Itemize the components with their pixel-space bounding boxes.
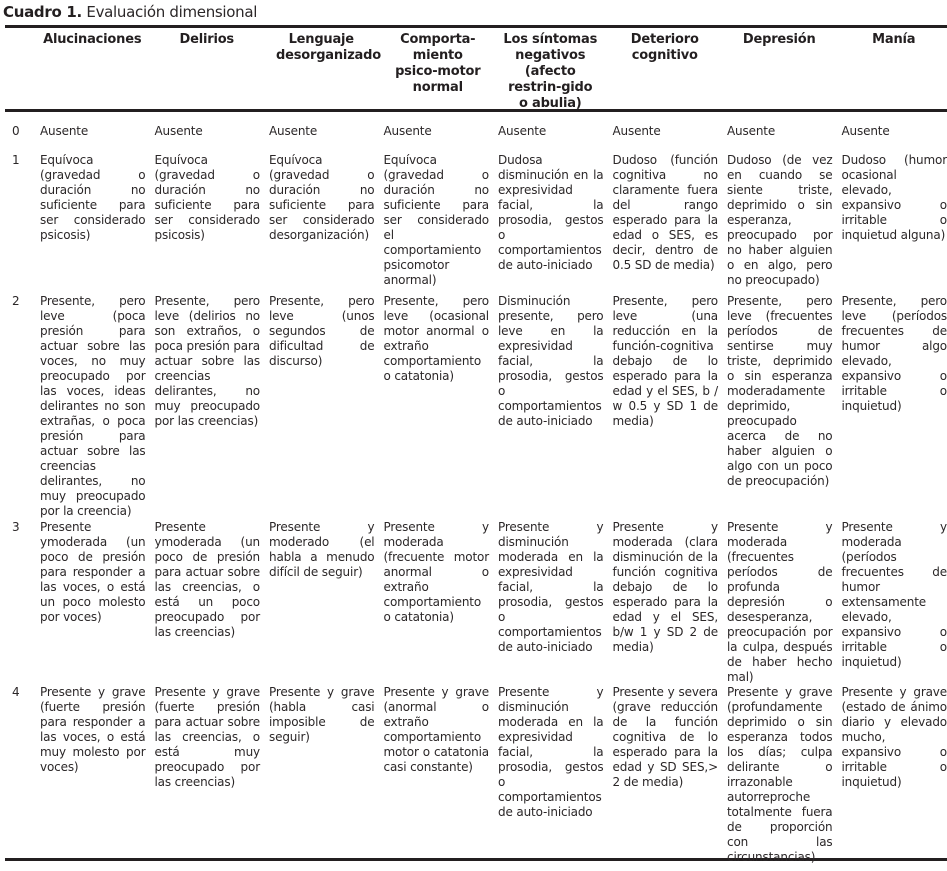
table-cell: Presente, pero leve (períodos frecuentes de humor algo elevado, expansivo o irritable o inquietud) (837, 294, 947, 520)
table-cell: Presente, pero leve (una reducción en la función-cognitiva debajo de lo esperado para la edad y el SES, b / w 0.5 y SD 1 de media) (608, 294, 723, 520)
column-header-mania: Manía (837, 28, 947, 112)
table-cell: Ausente (379, 116, 494, 144)
table-cell: Ausente (264, 116, 379, 144)
table-row (5, 144, 947, 294)
dimensional-assessment-table (5, 28, 947, 871)
table-row (5, 294, 947, 520)
table-cell: Presente y grave (fuerte presión para responder a las voces, o está muy molesto por voces) (35, 685, 150, 871)
column-header-delirios: Delirios (150, 28, 265, 112)
table-cell: Presente y moderado (el habla a menudo difícil de seguir) (264, 520, 379, 685)
table-cell: Presente y moderada (frecuente motor anormal o extraño comportamiento o catatonia) (379, 520, 494, 685)
level-cell: 0 (5, 116, 35, 144)
table-cell: Ausente (608, 116, 723, 144)
table-cell: Presente y moderada (clara disminución de la función cognitiva debajo de lo esperado para la edad y el SES, b/w 1 y SD 2 de media) (608, 520, 723, 685)
table-cell: Presente, pero leve (unos segundos de dificultad de discurso) (264, 294, 379, 520)
column-header-level (5, 28, 35, 112)
table-row (5, 520, 947, 685)
caption-label: Cuadro 1. (3, 3, 82, 21)
table-cell: Ausente (722, 116, 837, 144)
table-cell: Presente y moderada (frecuentes períodos de profunda depresión o desesperanza, preocupación por la culpa, después de haber hecho mal) (722, 520, 837, 685)
table-cell: Presente y disminución moderada en la expresividad facial, la prosodia, gestos o comportamientos de auto-iniciado (493, 520, 608, 685)
table-cell: Presente y grave (profundamente deprimido o sin esperanza todos los días; culpa delirante o irrazonable autorreproche totalmente fuera de proporción con las circunstancias) (722, 685, 837, 871)
table-cell: Presente y grave (habla casi imposible de seguir) (264, 685, 379, 871)
table-cell: Equívoca (gravedad o duración no suficiente para ser considerado psicosis) (35, 144, 150, 294)
table-cell: Presente y grave (estado de ánimo diario y elevado mucho, expansivo o irritable o inquietud) (837, 685, 947, 871)
column-header-lenguaje: Lenguaje desorganizado (264, 28, 379, 112)
table-cell: Dudoso (humor ocasional elevado, expansivo o irritable o inquietud alguna) (837, 144, 947, 294)
table-cell: Presente y grave (fuerte presión para actuar sobre las creencias, o está muy preocupado por las creencias) (150, 685, 265, 871)
table-cell: Presente, pero leve (delirios no son extraños, o poca presión para actuar sobre las creencias delirantes, no muy preocupado por las creencias) (150, 294, 265, 520)
table-cell: Presente, pero leve (poca presión para actuar sobre las voces, no muy preocupado por las voces, ideas delirantes no son extrañas, o poca presión para actuar sobre las creencias delirantes, no muy preocupado por la creencia) (35, 294, 150, 520)
table-cell: Ausente (493, 116, 608, 144)
table-caption (3, 2, 257, 22)
column-header-alucinaciones: Alucinaciones (35, 28, 150, 112)
table-cell: Presente ymoderada (un poco de presión para responder a las voces, o está un poco molesto por voces) (35, 520, 150, 685)
table-header (5, 28, 947, 112)
table-cell: Presente, pero leve (frecuentes períodos de sentirse muy triste, deprimido o sin esperanza moderadamente deprimido, preocupado acerca de no haber alguien o algo con un poco de preocupación) (722, 294, 837, 520)
table-cell: Ausente (837, 116, 947, 144)
level-cell: 2 (5, 294, 35, 520)
column-header-deterioro-cognitivo: Deterioro cognitivo (608, 28, 723, 112)
table-row (5, 685, 947, 871)
table-cell: Presente y moderada (períodos frecuentes de humor extensamente elevado, expansivo o irritable o inquietud) (837, 520, 947, 685)
table-cell: Disminución presente, pero leve en la expresividad facial, la prosodia, gestos o comportamientos de auto-iniciado (493, 294, 608, 520)
level-cell: 3 (5, 520, 35, 685)
table-cell: Equívoca (gravedad o duración no suficiente para ser considerado el comportamiento psicomotor anormal) (379, 144, 494, 294)
table-cell: Ausente (150, 116, 265, 144)
table-cell: Dudoso (de vez en cuando se siente triste, deprimido o sin esperanza, preocupado por no haber alguien o en algo, pero no preocupado) (722, 144, 837, 294)
table-cell: Presente y disminución moderada en la expresividad facial, la prosodia, gestos o comportamientos de auto-iniciado (493, 685, 608, 871)
table-row (5, 116, 947, 144)
table-cell: Equívoca (gravedad o duración no suficiente para ser considerado psicosis) (150, 144, 265, 294)
table-cell: Presente y grave (anormal o extraño comportamiento motor o catatonia casi constante) (379, 685, 494, 871)
column-header-sintomas-negativos: Los síntomas negativos (afecto restrin-gido o abulia) (493, 28, 608, 112)
table-cell: Dudoso (función cognitiva no claramente fuera del rango esperado para la edad o SES, es decir, dentro de 0.5 SD de media) (608, 144, 723, 294)
table-cell: Equívoca (gravedad o duración no suficiente para ser considerado desorganización) (264, 144, 379, 294)
caption-title: Evaluación dimensional (86, 3, 257, 21)
table-cell: Presente ymoderada (un poco de presión para actuar sobre las creencias, o está un poco preocupado por las creencias) (150, 520, 265, 685)
table-body (5, 112, 947, 871)
level-cell: 4 (5, 685, 35, 871)
table-cell: Dudosa disminución en la expresividad facial, la prosodia, gestos o comportamientos de auto-iniciado (493, 144, 608, 294)
column-header-comportamiento: Comporta-miento psico-motor normal (379, 28, 494, 112)
level-cell: 1 (5, 144, 35, 294)
table-cell: Presente, pero leve (ocasional motor anormal o extraño comportamiento o catatonia) (379, 294, 494, 520)
column-header-depresion: Depresión (722, 28, 837, 112)
table-cell: Presente y severa (grave reducción de la función cognitiva de lo esperado para la edad y SD SES,> 2 de media) (608, 685, 723, 871)
table-cell: Ausente (35, 116, 150, 144)
